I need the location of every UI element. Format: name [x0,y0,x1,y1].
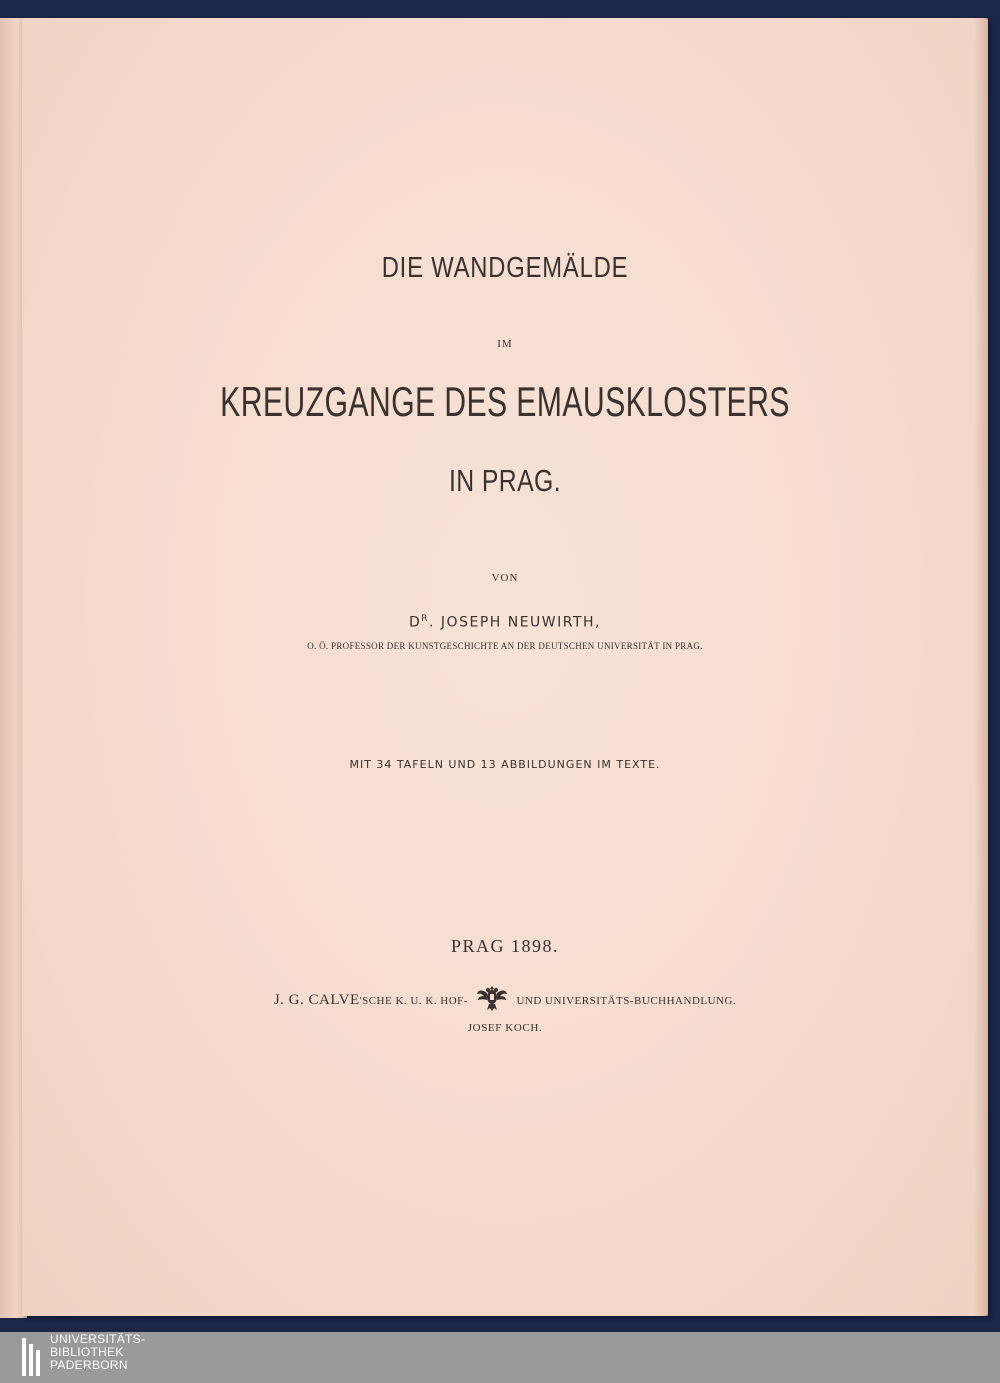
title-line-3: IN PRAG. [448,463,562,498]
title-line-1: DIE WANDGEMÄLDE [381,252,629,284]
author-line [22,614,988,631]
library-logo-icon [22,1336,44,1378]
library-name-line-1: UNIVERSITÄTS- [50,1332,146,1346]
double-headed-eagle-icon [476,984,508,1017]
title-page [22,18,988,1316]
author-prefix: D [408,614,422,631]
publisher-name: J. G. CALVE [273,991,360,1008]
publisher-appointment: 'SCHE K. U. K. HOF- [359,994,468,1007]
library-name-line-2: BIBLIOTHEK [50,1345,124,1359]
publisher-business: UND UNIVERSITÄTS-BUCHHANDLUNG. [516,994,737,1007]
by-label: VON [491,572,519,584]
library-footer [0,1332,1000,1383]
illustrations-note: MIT 34 TAFELN UND 13 ABBILDUNGEN IM TEXTE. [349,758,661,771]
place-year: PRAG 1898. [450,936,559,956]
page-edge-shadow [974,18,988,1316]
author-name: . JOSEPH NEUWIRTH, [429,614,602,631]
library-name [50,1333,145,1372]
publisher-owner: JOSEF KOCH. [467,1022,543,1034]
publisher-line [22,984,988,1017]
title-line-2: KREUZGANGE DES EMAUSKLOSTERS [220,378,790,425]
author-title: O. Ö. PROFESSOR DER KUNSTGESCHICHTE AN DER DEUTSCHEN UNIVERSITÄT IN PRAG. [307,641,703,651]
author-prefix-superscript: R [421,614,430,624]
title-connector: IM [497,338,513,350]
library-name-line-3: PADERBORN [50,1358,128,1372]
